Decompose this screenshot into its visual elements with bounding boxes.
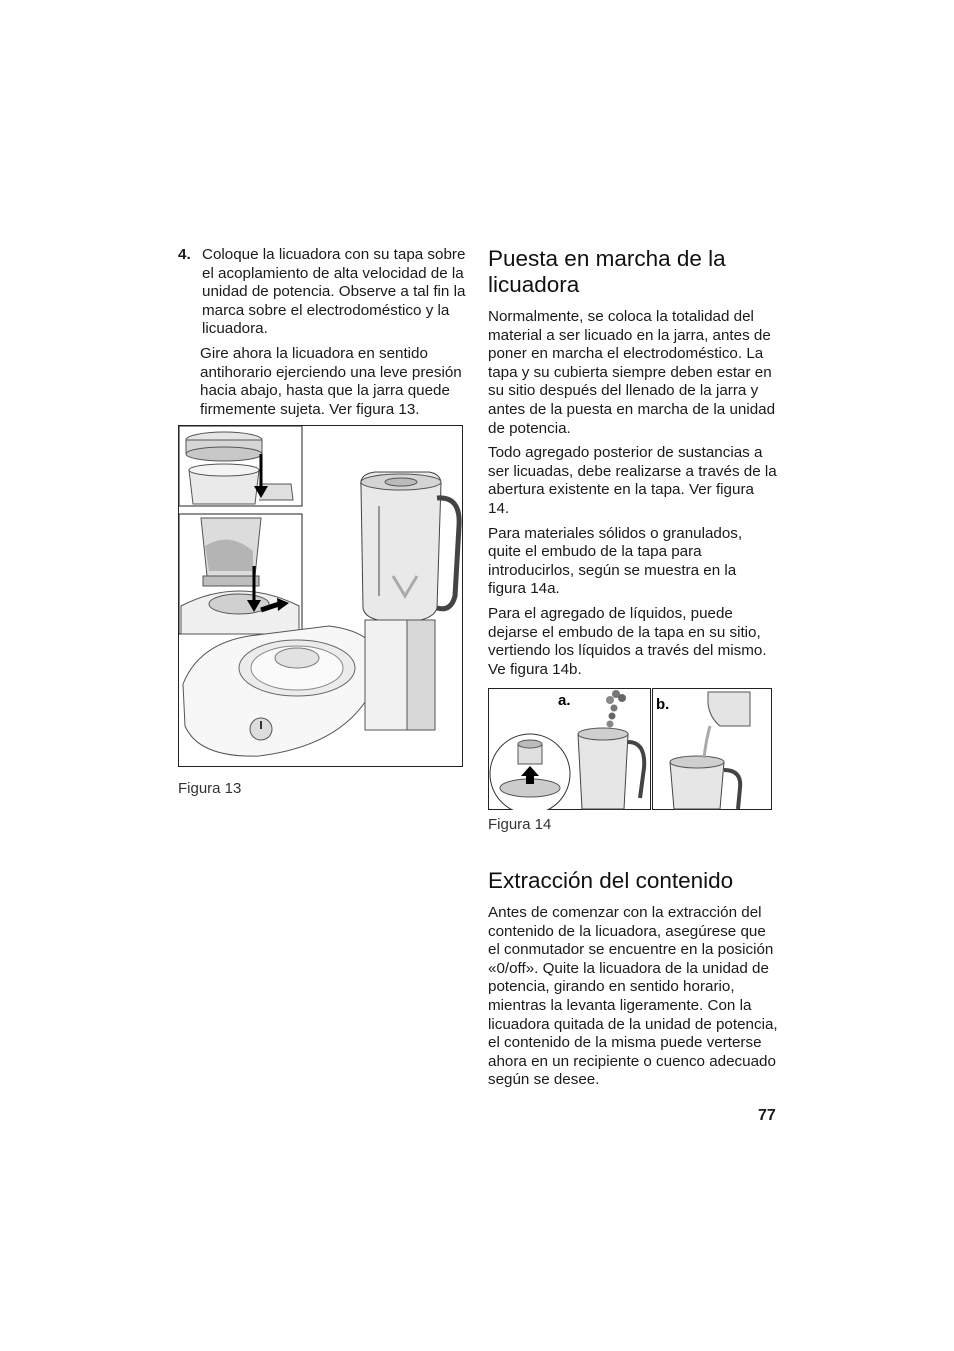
page-number: 77: [758, 1107, 776, 1124]
paragraph: Antes de comenzar con la extracción del contenido de la licuadora, asegúrese que el conmutador se encuentre en la posición «0/off». Quite la licuadora de la unidad de potencia, girando en sentido horario, mientras la levanta ligeramente. Con la licuadora quitada de la unidad de potencia, el contenido de la misma puede verterse ahora en un recipiente o cuenco adecuado según se desee.: [488, 904, 778, 1089]
figure-14-caption: Figura 14: [488, 816, 552, 833]
figure-13: [178, 425, 463, 767]
figure-14b-label: b.: [656, 696, 670, 713]
section-heading-extraction: Extracción del contenido: [488, 868, 734, 893]
paragraph: Para materiales sólidos o granulados, quite el embudo de la tapa para introducirlos, según se muestra en la figura 14a.: [488, 524, 743, 598]
step-number: 4.: [178, 246, 191, 263]
figure-14a-label: a.: [558, 692, 571, 709]
section-heading-start: Puesta en marcha de la licuadora: [488, 246, 726, 297]
figure-14: [488, 688, 772, 810]
step-followup: Gire ahora la licuadora en sentido antihorario ejerciendo una leve presión hacia abajo, hasta que la jarra quede firmemente sujeta. Ver figura 13.: [200, 344, 462, 418]
paragraph: Todo agregado posterior de sustancias a ser licuadas, debe realizarse a través de la abertura existente en la tapa. Ver figura 14.: [488, 444, 777, 517]
blender-assembly-illustration: [179, 426, 462, 766]
section-extraction: [488, 868, 778, 1096]
paragraph: Para el agregado de líquidos, puede dejarse el embudo de la tapa en su sitio, vertiendo los líquidos a través del mismo. Ve figura 14b.: [488, 604, 767, 678]
step-4: [178, 246, 468, 339]
paragraph: Normalmente, se coloca la totalidad del material a ser licuado en la jarra, antes de poner en marcha el electrodoméstico. La tapa y su cubierta siempre deben estar en su sitio después del llenado de la jarra y antes de la puesta en marcha de la unidad de potencia.: [488, 308, 776, 437]
figure-13-caption: Figura 13: [178, 780, 242, 797]
step-text: Coloque la licuadora con su tapa sobre el acoplamiento de alta velocidad de la unidad de potencia. Observe a tal fin la marca sobre el electrodoméstico y la licuadora.: [202, 246, 466, 338]
left-column: [178, 246, 468, 419]
adding-ingredients-illustration: [488, 688, 772, 810]
right-column: [488, 246, 778, 685]
